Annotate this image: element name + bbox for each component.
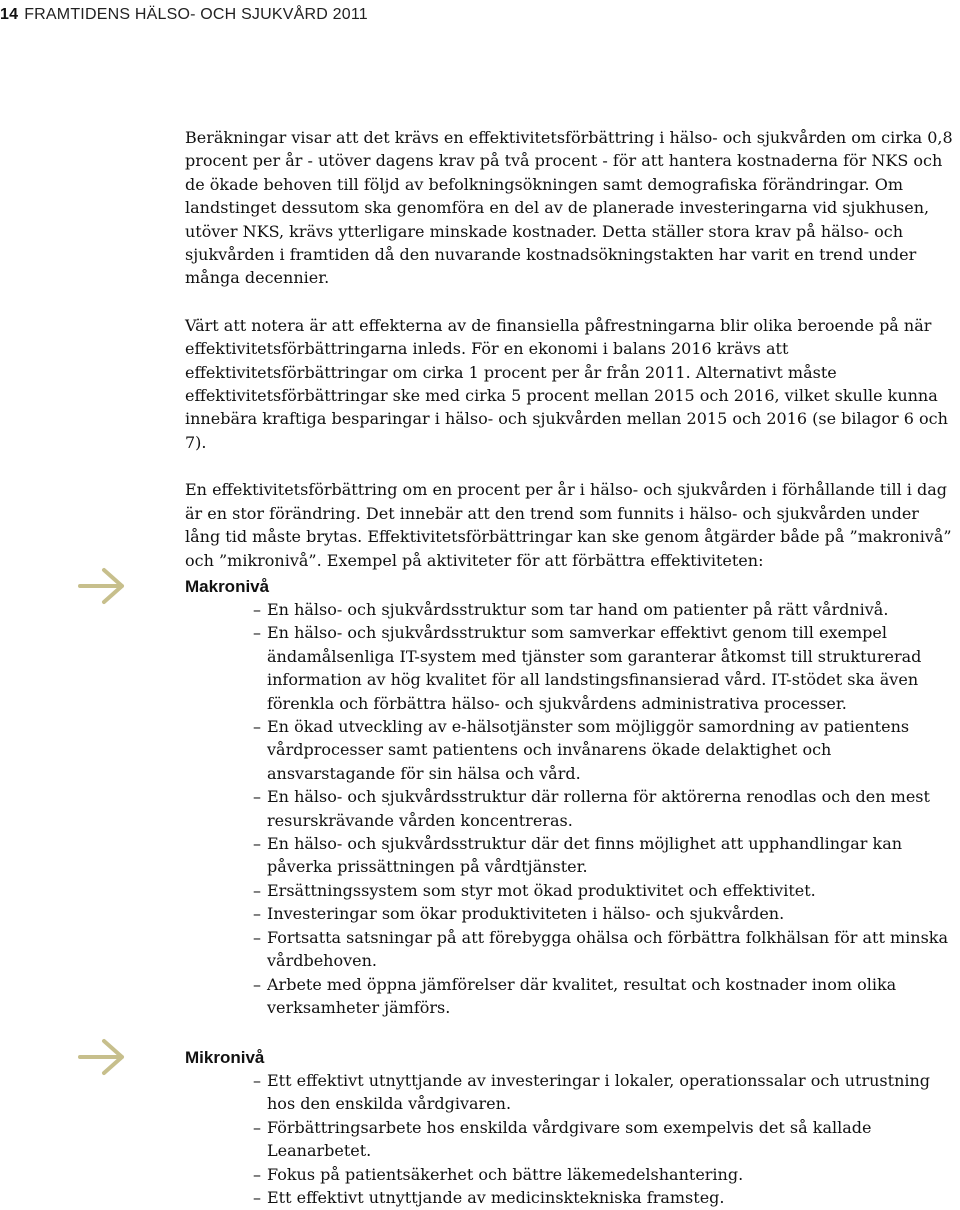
list-item-text: En hälso- och sjukvårdsstruktur där rollerna för aktörerna renodlas och den mest resurskrävande vården koncentreras. (267, 787, 930, 830)
bullet-dash: – (253, 834, 261, 854)
list-item-text: Investeringar som ökar produktiviteten i hälso- och sjukvården. (267, 904, 785, 924)
list-item-text: Ett effektivt utnyttjande av investeringar i lokaler, operationssalar och utrustning hos den enskilda vårdgivaren. (267, 1071, 931, 1114)
makro-section (185, 575, 959, 1019)
list-item-text: En hälso- och sjukvårdsstruktur där det finns möjlighet att upphandlingar kan påverka prissättningen på vårdtjänster. (267, 834, 903, 877)
section-heading: Makronivå (185, 577, 270, 596)
list-item-text: Fortsatta satsningar på att förebygga ohälsa och förbättra folkhälsan för att minska vårdbehoven. (267, 927, 949, 971)
mikro-section (185, 1046, 959, 1209)
list-item (253, 902, 959, 925)
list-item (253, 926, 959, 973)
bullet-dash: – (253, 717, 261, 737)
bullet-dash: – (253, 927, 261, 947)
bullet-dash: – (253, 880, 261, 900)
list-item-text: En hälso- och sjukvårdsstruktur som tar hand om patienter på rätt vårdnivå. (267, 600, 889, 619)
bullet-dash: – (253, 1164, 261, 1184)
list-item (253, 1069, 959, 1116)
list-item (253, 1186, 959, 1209)
body-text (185, 126, 959, 596)
running-title: FRAMTIDENS HÄLSO- OCH SJUKVÅRD 2011 (24, 6, 368, 23)
arrow-right-icon (78, 1037, 128, 1077)
paragraph: Beräkningar visar att det krävs en effektivitetsförbättring i hälso- och sjukvården om cirka 0,8 procent per år - utöver dagens krav på två procent - för att hantera kostnaderna för NKS och de ökade behoven till följd av befolkningsökningen samt demografiska förändringar. Om landstinget dessutom ska genomföra en del av de planerade investeringarna vid sjukhusen, utöver NKS, krävs ytterligare minskade kostnader. Detta ställer stora krav på hälso- och sjukvården i framtiden då den nuvarande kostnadsökningstakten har varit en trend under många decennier. (185, 128, 953, 288)
list-item-text: En ökad utveckling av e-hälsotjänster som möjliggör samordning av patientens vårdprocesser samt patientens och invånarens ökade delaktighet och ansvarstagande för sin hälsa och vård. (267, 717, 910, 783)
list-item (253, 621, 959, 715)
list-item (253, 598, 959, 621)
list-item (253, 832, 959, 879)
page-number: 14 (0, 6, 19, 23)
list-item-text: En hälso- och sjukvårdsstruktur som samverkar effektivt genom till exempel ändamålsenliga IT-system med tjänster som garanterar åtkomst till strukturerad information av hög kvalitet för all landstingsfinansierad vård. IT-stödet ska även förenkla och förbättra hälso- och sjukvårdens administrativa processer. (267, 623, 922, 713)
list-item (253, 879, 959, 902)
paragraph: Värt att notera är att effekterna av de finansiella påfrestningarna blir olika beroende på när effektivitetsförbättringarna inleds. För en ekonomi i balans 2016 krävs att effektivitetsförbättringar om cirka 1 procent per år från 2011. Alternativt måste effektivitetsförbättringar ske med cirka 5 procent mellan 2015 och 2016, vilket skulle kunna innebära kraftiga besparingar i hälso- och sjukvården mellan 2015 och 2016 (se bilagor 6 och 7). (185, 315, 948, 452)
bullet-dash: – (253, 787, 261, 807)
bullet-dash: – (253, 600, 261, 619)
list-item-text: Arbete med öppna jämförelser där kvalitet, resultat och kostnader inom olika verksamheter jämförs. (267, 974, 897, 1017)
list-item (253, 715, 959, 785)
list-item-text: Ersättningssystem som styr mot ökad produktivitet och effektivitet. (267, 880, 816, 900)
bullet-dash: – (253, 1117, 261, 1137)
bullet-dash: – (253, 974, 261, 994)
list-item (253, 1163, 959, 1186)
arrow-right-icon (78, 566, 128, 606)
bullet-dash: – (253, 904, 261, 924)
running-header (0, 4, 368, 26)
bullet-dash: – (253, 623, 261, 643)
list-item (253, 785, 959, 832)
list-item-text: Ett effektivt utnyttjande av medicinsktekniska framsteg. (267, 1188, 725, 1208)
bullet-dash: – (253, 1071, 261, 1090)
makro-list (185, 598, 959, 1019)
paragraph: En effektivitetsförbättring om en procent per år i hälso- och sjukvården i förhållande till i dag är en stor förändring. Det innebär att den trend som funnits i hälso- och sjukvården under lång tid måste brytas. Effektivitetsförbättringar kan ske genom åtgärder både på ”makronivå” och ”mikronivå”. Exempel på aktiviteter för att förbättra effektiviteten: (185, 480, 952, 570)
mikro-list (185, 1069, 959, 1209)
list-item (253, 1116, 959, 1163)
section-heading: Mikronivå (185, 1048, 265, 1067)
list-item-text: Fokus på patientsäkerhet och bättre läkemedelshantering. (267, 1164, 744, 1184)
bullet-dash: – (253, 1188, 261, 1208)
list-item (253, 973, 959, 1020)
list-item-text: Förbättringsarbete hos enskilda vårdgivare som exempelvis det så kallade Leanarbetet. (267, 1117, 872, 1161)
